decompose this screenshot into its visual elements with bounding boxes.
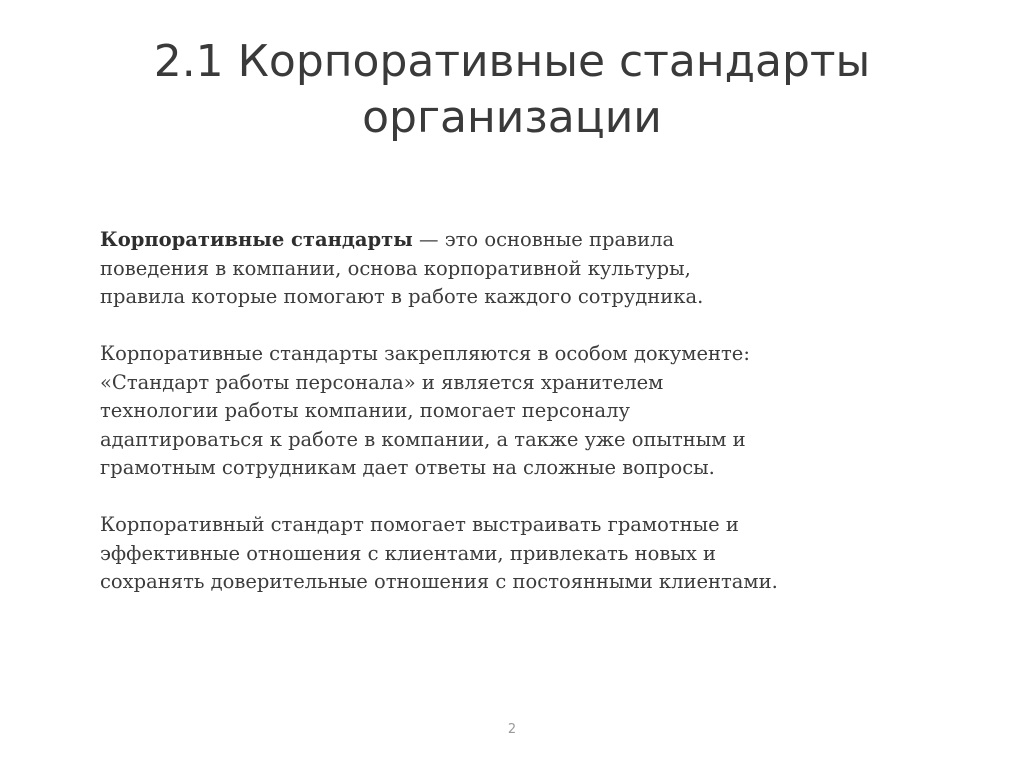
paragraph-clients-line-2: эффективные отношения с клиентами, привлекать новых и bbox=[100, 541, 717, 565]
paragraph-clients-line-3: сохранять доверительные отношения с постоянными клиентами. bbox=[100, 570, 778, 593]
paragraph-definition-line-1 bbox=[100, 226, 930, 255]
paragraph-clients bbox=[100, 511, 930, 597]
slide-title-line-1: 2.1 Корпоративные стандарты bbox=[153, 36, 871, 87]
defined-term: Корпоративные стандарты bbox=[100, 228, 413, 251]
paragraph-clients-line-1: Корпоративный стандарт помогает выстраивать грамотные и bbox=[100, 513, 739, 536]
paragraph-document-line-5: грамотным сотрудникам дает ответы на сложные вопросы. bbox=[100, 456, 715, 479]
paragraph-document-line-2: «Стандарт работы персонала» и является хранителем bbox=[100, 370, 664, 394]
page-number: 2 bbox=[507, 722, 517, 737]
paragraph-document bbox=[100, 340, 930, 483]
paragraph-definition bbox=[100, 226, 930, 312]
slide-body bbox=[100, 226, 930, 625]
paragraph-definition-line-3: правила которые помогают в работе каждого сотрудника. bbox=[100, 285, 704, 308]
definition-text: — это основные правила bbox=[412, 228, 675, 251]
paragraph-definition-line-2: поведения в компании, основа корпоративной культуры, bbox=[100, 256, 691, 280]
paragraph-document-line-3: технологии работы компании, помогает персоналу bbox=[100, 399, 630, 422]
paragraph-document-line-1: Корпоративные стандарты закрепляются в особом документе: bbox=[100, 342, 750, 365]
slide-title bbox=[60, 34, 964, 146]
slide-title-line-2: организации bbox=[362, 92, 662, 143]
paragraph-document-line-4: адаптироваться к работе в компании, а также уже опытным и bbox=[100, 427, 746, 451]
